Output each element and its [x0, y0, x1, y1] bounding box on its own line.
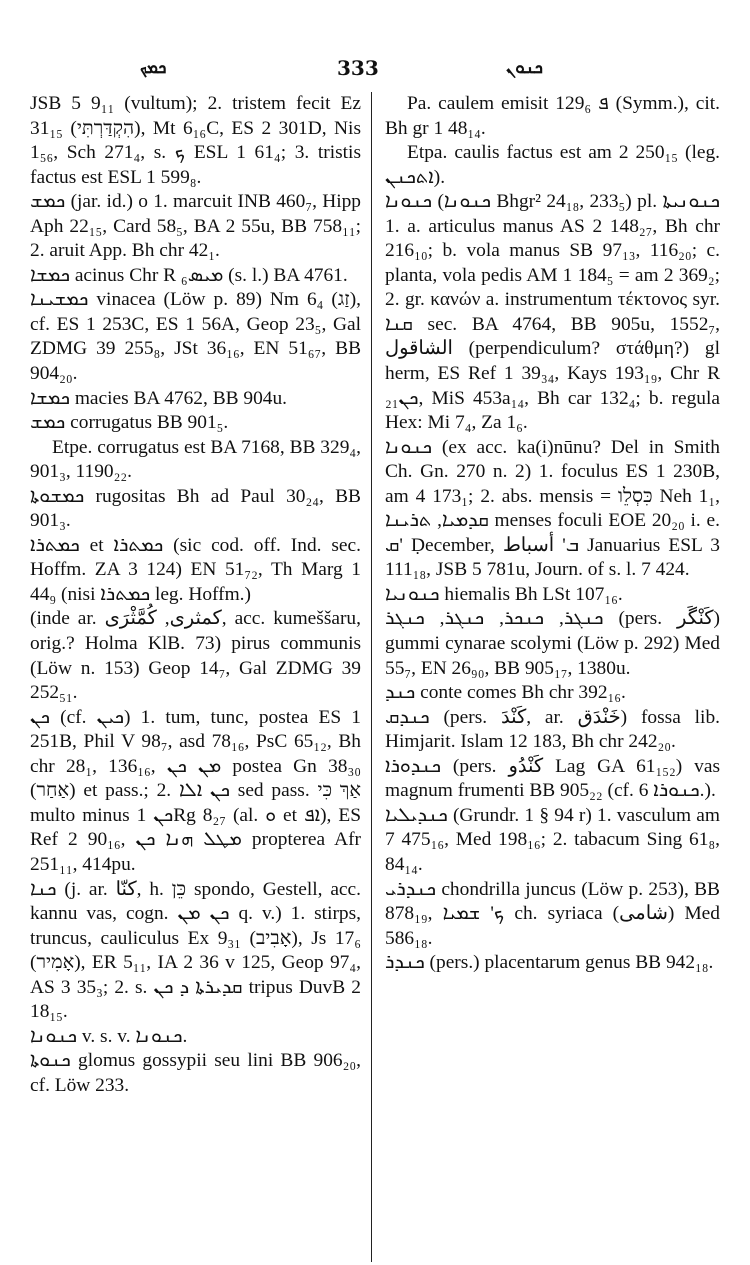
- dictionary-entry: ܟܢܕܪܝ chondrilla juncus (Löw p. 253), BB 878₁₉, ܟ' ܫܡܝܐ ch. syriaca (شامى) Med 586₁₈.: [385, 878, 720, 949]
- dictionary-entry: ܟܢܘܢܐ (ex acc. ka(i)nūnu? Del in Smith Ch. Gn. 270 n. 2) 1. foculus ES 1 230B, am 4 173₁; 2. abs. mensis = כִּסְלֵו Neh 1₁, ܩܕܡܝܐ, ܬܪܝܢܐ menses foculi EOE 20₂₀ i. e. ܩ' Ḍecember, ܒ' أسباط Januarius ESL 3 111₁₈, JSB 5 781u, Journ. of s. l. 7 424.: [385, 436, 720, 581]
- dictionary-entry: ܟܢܕ conte comes Bh chr 392₁₆.: [385, 682, 626, 704]
- dictionary-entry: ܟܢܕܪ (pers.) placentarum genus BB 942₁₈.: [385, 952, 714, 974]
- dictionary-entry: ܟܢܐ (j. ar. كنّا, h. כֵּן spondo, Gestell, acc. kannu vas, cogn. ܟܢ ܡܢ q. v.) 1. stirps, truncus, cauliculus Ex 9₃₁ (אָבִיב), Js 17₆ (אָמִיר), ER 5₁₁, IA 2 36 v 125, Geop 97₄, AS 3 35₃; 2. s. ܩܕܝܪܬܐ ܕ ܟܢ tripus DuvB 2 18₁₅.: [30, 878, 361, 1023]
- dictionary-entry: ܟܢܘܢܐ (ܟܢܘܢܐ Bhgr² 24₁₈, 233₅) pl. ܟܢܘܢܝܬܐ 1. a. articulus manus AS 2 148₂₇, Bh chr 216₁₀; b. vola manus SB 97₁₃, 116₂₀; c. planta, vola pedis AM 1 184₅ = am 2 369₂; 2. gr. κανών a. instrumentum τέκτονος syr. ܩܢܐ sec. BA 4764, BB 905u, 1552₇, الشاقول (perpendiculum? στάθμη?) gl herm, ES Ref 1 39₃₄, Kays 193₁₉, Chr R ܟܢ₂₁, MiS 453a₁₄, Bh car 132₄; b. regula Hex: Mi 7₄, Za 1₆.: [385, 191, 720, 434]
- dictionary-entry: ܟܢܘܬܐ glomus gossypii seu lini BB 906₂₀, cf. Löw 233.: [30, 1050, 361, 1096]
- left-column: [30, 92, 361, 1098]
- dictionary-entry: ܟܢܓܪ, ܟܢܟܪ, ܟܢܓܪ, ܟܢܓܪ (pers. كَنْگَر) gummi cynarae scolymi (Löw p. 292) Med 55₇, EN 26₉₀, BB 905₁₇, 1380u.: [385, 608, 720, 679]
- right-column: [385, 92, 720, 976]
- page-number: 333: [337, 56, 379, 80]
- dictionary-entry: ܟܢܘܢܝܐ hiemalis Bh LSt 107₁₆.: [385, 583, 623, 605]
- page-header: [0, 0, 750, 92]
- dictionary-entry: ܟܡܫܐ acinus Chr R ܡܝܣ₆ (s. l.) BA 4761.: [30, 264, 348, 286]
- column-divider: [371, 92, 372, 1262]
- dictionary-entry: ܟܢܕܘܪܐ (pers. كَنْدُو Lag GA 61₁₅₂) vas magnum frumenti BB 905₂₂ (cf. ܟܢܘܪܐ 6.).: [385, 755, 721, 802]
- dictionary-entry: ܟܡܬܪܐ et ܟܡܬܪܐ (sic cod. off. Ind. sec. Hoffm. ZA 3 124) EN 51₇₂, Th Marg 1 44₉ (nisi ܟܡܬܪܐ leg. Hoffm.): [30, 534, 361, 605]
- dictionary-entry: JSB 5 9₁₁ (vultum); 2. tristem fecit Ez 31₁₅ (הִקְדַּרְתִּי), Mt 6₁₆C, ES 2 301D, Nis 1₅₆, Sch 271₄, s. ܟ ESL 1 61₄; 3. tristis factus est ESL 1 599₈.: [30, 93, 361, 188]
- dictionary-entry: ܟܢܕܝܠܝܐ (Grundr. 1 § 94 r) 1. vasculum am 7 475₁₆, Med 198₁₆; 2. tabacum Sing 61₈, 84₁₄.: [385, 804, 720, 875]
- dictionary-entry: ܟܡܫܝܢܐ vinacea (Löw p. 89) Nm 6₄ (זַג), cf. ES 1 253C, ES 1 56A, Geop 23₅, Gal ZDMG 39 255₈, JSt 36₁₆, EN 51₆₇, BB 904₂₀.: [30, 289, 361, 385]
- dictionary-entry: ܟܡܫ (jar. id.) o 1. marcuit INB 460₇, Hipp Aph 22₁₅, Card 58₅, BA 2 55u, BB 758₁₁; 2. aruit App. Bh chr 42₁.: [30, 191, 361, 262]
- dictionary-entry: Etpa. caulis factus est am 2 250₁₅ (leg. ܐܬܟܢܢ).: [385, 142, 720, 188]
- dictionary-entry: ܟܢܕܩ (pers. كَنْدَ, ar. خَنْدَق) fossa lib. Himjarit. Islam 12 183, Bh chr 242₂₀.: [385, 706, 720, 753]
- dictionary-entry: ܟܡܫܐ macies BA 4762, BB 904u.: [30, 387, 288, 409]
- dictionary-entry: ܟܡܫ corrugatus BB 901₅.: [30, 412, 229, 434]
- dictionary-entry: ܟܢܘܢܐ v. s. v. ܟܢܘܢܐ.: [30, 1025, 188, 1047]
- dictionary-entry: Pa. caulem emisit ܦ 129₆ (Symm.), cit. Bh gr 1 48₁₄.: [385, 93, 720, 139]
- dictionary-entry: ܟܡܫܘܬܐ rugositas Bh ad Paul 30₂₄, BB 901₃.: [30, 485, 361, 532]
- right-running-headword: ܟܢܘܢ: [506, 58, 543, 78]
- dictionary-entry: ܟܢ (cf. ܟܝܢ) 1. tum, tunc, postea ES 1 251B, Phil V 98₇, asd 78₁₆, PsC 65₁₂, Bh chr 28₁, 136₁₆, ܡܢ ܟܢ postea Gn 38₃₀ (אַחַר) et pass.; 2. ܟܢ ܐܠܐ sed pass. אַךְ כִּי multo minus ܟܢ 1Rg 8₂₇ (al. ܘ et ܐܦ), ES Ref 2 90₁₆, ܡܛܠ ܗܢܐ ܟܢ propterea Afr 251₁₁, 414pu.: [30, 706, 362, 875]
- dictionary-entry: (inde ar. كمثرى, كُمَّثْرَى, acc. kumeššaru, orig.? Holma KlB. 73) pirus communis (Löw n. 153) Geop 14₇, Gal ZDMG 39 252₅₁.: [30, 608, 361, 704]
- dictionary-entry: Etpe. corrugatus est BA 7168, BB 329₄, 901₃, 1190₂₂.: [30, 436, 361, 483]
- left-running-headword: ܟܡܟ: [140, 58, 167, 78]
